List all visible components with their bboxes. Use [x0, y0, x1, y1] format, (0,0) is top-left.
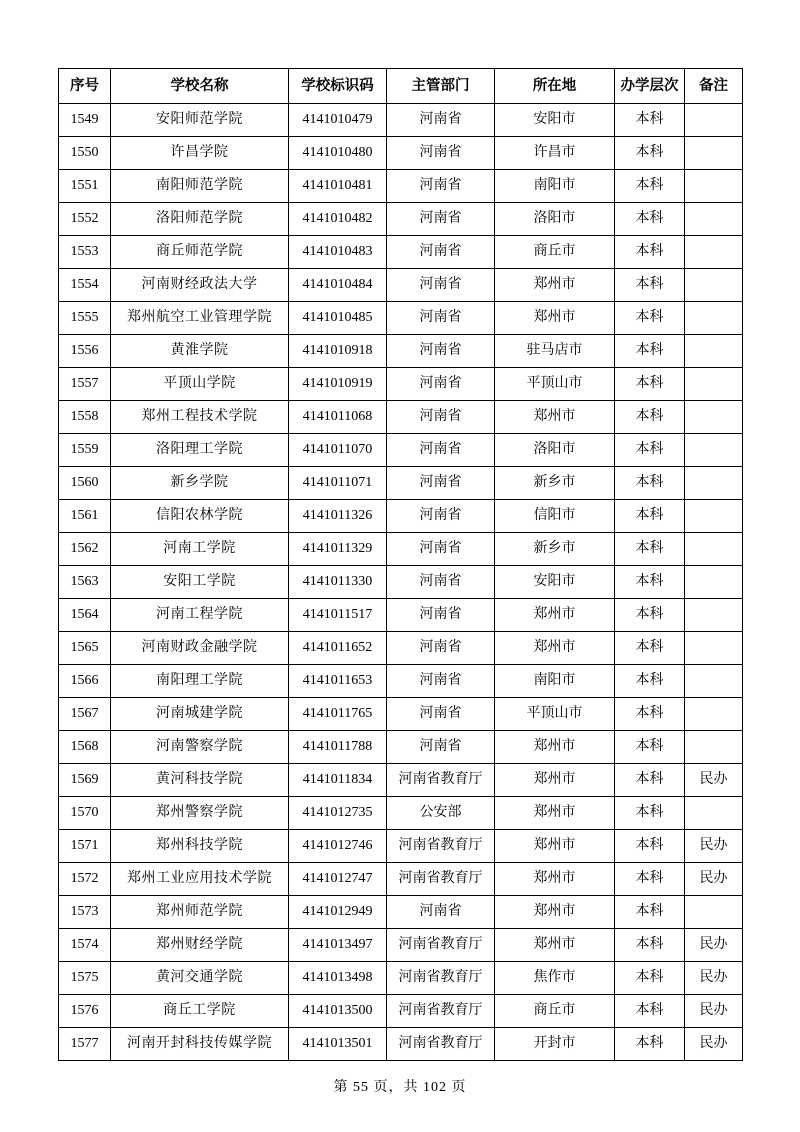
- cell-sequence: 1572: [59, 863, 111, 896]
- cell-school-name: 郑州航空工业管理学院: [111, 302, 289, 335]
- table-row: [59, 929, 743, 962]
- page-footer: [0, 1076, 800, 1096]
- cell-department: 河南省教育厅: [387, 962, 495, 995]
- cell-school-name: 河南城建学院: [111, 698, 289, 731]
- cell-school-name: 黄河交通学院: [111, 962, 289, 995]
- cell-sequence: 1559: [59, 434, 111, 467]
- cell-department: 河南省: [387, 368, 495, 401]
- cell-school-name: 郑州财经学院: [111, 929, 289, 962]
- cell-school-code: 4141011071: [289, 467, 387, 500]
- cell-school-code: 4141011329: [289, 533, 387, 566]
- cell-sequence: 1568: [59, 731, 111, 764]
- cell-sequence: 1554: [59, 269, 111, 302]
- cell-school-code: 4141010480: [289, 137, 387, 170]
- cell-school-code: 4141013497: [289, 929, 387, 962]
- cell-sequence: 1549: [59, 104, 111, 137]
- table-row: [59, 830, 743, 863]
- cell-location: 郑州市: [495, 764, 615, 797]
- cell-department: 河南省: [387, 467, 495, 500]
- cell-school-code: 4141010483: [289, 236, 387, 269]
- cell-sequence: 1560: [59, 467, 111, 500]
- cell-school-name: 河南工程学院: [111, 599, 289, 632]
- cell-school-name: 河南财政金融学院: [111, 632, 289, 665]
- cell-school-name: 南阳师范学院: [111, 170, 289, 203]
- cell-level: 本科: [615, 665, 685, 698]
- table-row: [59, 566, 743, 599]
- cell-level: 本科: [615, 269, 685, 302]
- cell-department: 河南省: [387, 170, 495, 203]
- cell-school-name: 黄河科技学院: [111, 764, 289, 797]
- cell-school-code: 4141011653: [289, 665, 387, 698]
- cell-level: 本科: [615, 599, 685, 632]
- table-row: [59, 335, 743, 368]
- cell-school-name: 河南开封科技传媒学院: [111, 1028, 289, 1061]
- cell-location: 安阳市: [495, 566, 615, 599]
- cell-school-name: 郑州工业应用技术学院: [111, 863, 289, 896]
- cell-location: 郑州市: [495, 632, 615, 665]
- cell-location: 郑州市: [495, 599, 615, 632]
- table-row: [59, 368, 743, 401]
- cell-school-code: 4141012747: [289, 863, 387, 896]
- cell-school-name: 许昌学院: [111, 137, 289, 170]
- cell-remark: 民办: [685, 863, 743, 896]
- cell-remark: 民办: [685, 830, 743, 863]
- cell-location: 郑州市: [495, 896, 615, 929]
- cell-location: 洛阳市: [495, 434, 615, 467]
- cell-location: 郑州市: [495, 302, 615, 335]
- cell-sequence: 1565: [59, 632, 111, 665]
- cell-department: 河南省教育厅: [387, 1028, 495, 1061]
- cell-remark: [685, 797, 743, 830]
- table-row: [59, 698, 743, 731]
- cell-level: 本科: [615, 434, 685, 467]
- cell-school-code: 4141010481: [289, 170, 387, 203]
- table-row: [59, 863, 743, 896]
- cell-level: 本科: [615, 368, 685, 401]
- cell-department: 河南省教育厅: [387, 830, 495, 863]
- cell-level: 本科: [615, 566, 685, 599]
- cell-location: 商丘市: [495, 995, 615, 1028]
- cell-school-name: 河南财经政法大学: [111, 269, 289, 302]
- cell-sequence: 1570: [59, 797, 111, 830]
- cell-sequence: 1575: [59, 962, 111, 995]
- cell-level: 本科: [615, 632, 685, 665]
- cell-school-code: 4141011517: [289, 599, 387, 632]
- cell-department: 河南省: [387, 599, 495, 632]
- cell-school-code: 4141011068: [289, 401, 387, 434]
- table-body: [59, 104, 743, 1061]
- cell-sequence: 1563: [59, 566, 111, 599]
- cell-level: 本科: [615, 137, 685, 170]
- cell-sequence: 1566: [59, 665, 111, 698]
- cell-level: 本科: [615, 104, 685, 137]
- cell-level: 本科: [615, 500, 685, 533]
- cell-remark: [685, 467, 743, 500]
- cell-location: 郑州市: [495, 797, 615, 830]
- cell-school-code: 4141013498: [289, 962, 387, 995]
- cell-school-name: 商丘师范学院: [111, 236, 289, 269]
- cell-level: 本科: [615, 962, 685, 995]
- cell-department: 河南省: [387, 665, 495, 698]
- cell-sequence: 1573: [59, 896, 111, 929]
- cell-sequence: 1553: [59, 236, 111, 269]
- cell-remark: 民办: [685, 1028, 743, 1061]
- cell-department: 河南省: [387, 302, 495, 335]
- cell-school-name: 商丘工学院: [111, 995, 289, 1028]
- cell-level: 本科: [615, 1028, 685, 1061]
- cell-level: 本科: [615, 335, 685, 368]
- cell-department: 河南省: [387, 698, 495, 731]
- cell-remark: [685, 269, 743, 302]
- cell-department: 河南省: [387, 104, 495, 137]
- cell-school-name: 安阳师范学院: [111, 104, 289, 137]
- cell-level: 本科: [615, 731, 685, 764]
- cell-school-name: 黄淮学院: [111, 335, 289, 368]
- cell-location: 开封市: [495, 1028, 615, 1061]
- cell-level: 本科: [615, 896, 685, 929]
- cell-sequence: 1562: [59, 533, 111, 566]
- cell-department: 河南省教育厅: [387, 863, 495, 896]
- cell-school-code: 4141011330: [289, 566, 387, 599]
- cell-sequence: 1552: [59, 203, 111, 236]
- cell-school-name: 洛阳师范学院: [111, 203, 289, 236]
- cell-school-code: 4141010482: [289, 203, 387, 236]
- cell-school-name: 郑州科技学院: [111, 830, 289, 863]
- cell-location: 焦作市: [495, 962, 615, 995]
- cell-sequence: 1558: [59, 401, 111, 434]
- cell-school-code: 4141011765: [289, 698, 387, 731]
- cell-remark: 民办: [685, 995, 743, 1028]
- cell-location: 新乡市: [495, 467, 615, 500]
- table-row: [59, 632, 743, 665]
- table-row: [59, 170, 743, 203]
- cell-location: 平顶山市: [495, 698, 615, 731]
- cell-location: 郑州市: [495, 863, 615, 896]
- table-row: [59, 401, 743, 434]
- cell-department: 河南省: [387, 335, 495, 368]
- table-row: [59, 599, 743, 632]
- cell-remark: [685, 533, 743, 566]
- cell-remark: [685, 170, 743, 203]
- table-row: [59, 203, 743, 236]
- cell-location: 南阳市: [495, 170, 615, 203]
- cell-remark: [685, 302, 743, 335]
- table-row: [59, 731, 743, 764]
- cell-level: 本科: [615, 467, 685, 500]
- cell-level: 本科: [615, 170, 685, 203]
- cell-school-name: 南阳理工学院: [111, 665, 289, 698]
- cell-school-name: 郑州师范学院: [111, 896, 289, 929]
- cell-department: 河南省: [387, 566, 495, 599]
- cell-remark: [685, 401, 743, 434]
- table-row: [59, 137, 743, 170]
- table-row: [59, 764, 743, 797]
- cell-school-code: 4141011326: [289, 500, 387, 533]
- cell-school-code: 4141012735: [289, 797, 387, 830]
- cell-remark: [685, 368, 743, 401]
- cell-school-name: 郑州警察学院: [111, 797, 289, 830]
- cell-school-name: 信阳农林学院: [111, 500, 289, 533]
- cell-school-name: 河南警察学院: [111, 731, 289, 764]
- cell-department: 河南省教育厅: [387, 764, 495, 797]
- cell-level: 本科: [615, 764, 685, 797]
- cell-location: 许昌市: [495, 137, 615, 170]
- cell-location: 新乡市: [495, 533, 615, 566]
- column-header-seq: 序号: [59, 69, 111, 104]
- cell-school-code: 4141010484: [289, 269, 387, 302]
- cell-department: 河南省: [387, 731, 495, 764]
- cell-school-code: 4141011652: [289, 632, 387, 665]
- cell-sequence: 1569: [59, 764, 111, 797]
- table-header: [59, 69, 743, 104]
- cell-department: 河南省: [387, 632, 495, 665]
- cell-school-code: 4141011788: [289, 731, 387, 764]
- cell-level: 本科: [615, 797, 685, 830]
- cell-sequence: 1574: [59, 929, 111, 962]
- cell-sequence: 1577: [59, 1028, 111, 1061]
- cell-school-code: 4141012949: [289, 896, 387, 929]
- cell-remark: [685, 104, 743, 137]
- table-row: [59, 797, 743, 830]
- cell-school-code: 4141010918: [289, 335, 387, 368]
- cell-sequence: 1556: [59, 335, 111, 368]
- cell-location: 郑州市: [495, 830, 615, 863]
- cell-location: 安阳市: [495, 104, 615, 137]
- table-row: [59, 269, 743, 302]
- cell-remark: [685, 632, 743, 665]
- cell-location: 郑州市: [495, 731, 615, 764]
- cell-school-code: 4141010479: [289, 104, 387, 137]
- table-header-row: [59, 69, 743, 104]
- cell-school-name: 郑州工程技术学院: [111, 401, 289, 434]
- cell-school-code: 4141012746: [289, 830, 387, 863]
- cell-school-name: 河南工学院: [111, 533, 289, 566]
- cell-location: 洛阳市: [495, 203, 615, 236]
- cell-location: 驻马店市: [495, 335, 615, 368]
- cell-school-code: 4141010919: [289, 368, 387, 401]
- cell-location: 郑州市: [495, 269, 615, 302]
- cell-level: 本科: [615, 533, 685, 566]
- cell-remark: [685, 203, 743, 236]
- cell-location: 郑州市: [495, 929, 615, 962]
- cell-department: 河南省教育厅: [387, 995, 495, 1028]
- cell-remark: [685, 500, 743, 533]
- cell-department: 河南省: [387, 896, 495, 929]
- table-row: [59, 467, 743, 500]
- table-row: [59, 104, 743, 137]
- cell-department: 河南省教育厅: [387, 929, 495, 962]
- school-list-table: [58, 68, 743, 1061]
- cell-sequence: 1561: [59, 500, 111, 533]
- table-row: [59, 962, 743, 995]
- table-row: [59, 302, 743, 335]
- cell-level: 本科: [615, 401, 685, 434]
- column-header-name: 学校名称: [111, 69, 289, 104]
- cell-remark: [685, 896, 743, 929]
- cell-remark: [685, 698, 743, 731]
- table-row: [59, 434, 743, 467]
- cell-school-code: 4141013500: [289, 995, 387, 1028]
- table-row: [59, 1028, 743, 1061]
- cell-level: 本科: [615, 698, 685, 731]
- cell-level: 本科: [615, 929, 685, 962]
- cell-school-code: 4141010485: [289, 302, 387, 335]
- cell-sequence: 1567: [59, 698, 111, 731]
- cell-sequence: 1557: [59, 368, 111, 401]
- cell-department: 河南省: [387, 269, 495, 302]
- table-row: [59, 665, 743, 698]
- page-number-text: 第 55 页，共 102 页: [333, 1080, 467, 1095]
- cell-remark: [685, 566, 743, 599]
- table-row: [59, 533, 743, 566]
- table-row: [59, 500, 743, 533]
- cell-remark: 民办: [685, 929, 743, 962]
- cell-level: 本科: [615, 995, 685, 1028]
- cell-remark: [685, 236, 743, 269]
- cell-location: 平顶山市: [495, 368, 615, 401]
- cell-school-code: 4141011070: [289, 434, 387, 467]
- cell-remark: 民办: [685, 764, 743, 797]
- cell-sequence: 1576: [59, 995, 111, 1028]
- cell-school-code: 4141011834: [289, 764, 387, 797]
- cell-department: 公安部: [387, 797, 495, 830]
- cell-department: 河南省: [387, 401, 495, 434]
- cell-remark: [685, 599, 743, 632]
- cell-school-name: 新乡学院: [111, 467, 289, 500]
- cell-level: 本科: [615, 830, 685, 863]
- cell-location: 信阳市: [495, 500, 615, 533]
- cell-department: 河南省: [387, 500, 495, 533]
- cell-sequence: 1564: [59, 599, 111, 632]
- cell-school-code: 4141013501: [289, 1028, 387, 1061]
- cell-remark: 民办: [685, 962, 743, 995]
- cell-department: 河南省: [387, 137, 495, 170]
- cell-remark: [685, 335, 743, 368]
- cell-level: 本科: [615, 236, 685, 269]
- cell-level: 本科: [615, 203, 685, 236]
- cell-sequence: 1551: [59, 170, 111, 203]
- cell-location: 商丘市: [495, 236, 615, 269]
- cell-department: 河南省: [387, 434, 495, 467]
- cell-department: 河南省: [387, 203, 495, 236]
- cell-sequence: 1555: [59, 302, 111, 335]
- cell-sequence: 1550: [59, 137, 111, 170]
- cell-sequence: 1571: [59, 830, 111, 863]
- cell-department: 河南省: [387, 236, 495, 269]
- column-header-code: 学校标识码: [289, 69, 387, 104]
- cell-school-name: 洛阳理工学院: [111, 434, 289, 467]
- column-header-dept: 主管部门: [387, 69, 495, 104]
- table-row: [59, 236, 743, 269]
- column-header-remark: 备注: [685, 69, 743, 104]
- table-row: [59, 896, 743, 929]
- cell-location: 郑州市: [495, 401, 615, 434]
- cell-remark: [685, 665, 743, 698]
- cell-level: 本科: [615, 302, 685, 335]
- cell-remark: [685, 137, 743, 170]
- column-header-level: 办学层次: [615, 69, 685, 104]
- cell-location: 南阳市: [495, 665, 615, 698]
- cell-department: 河南省: [387, 533, 495, 566]
- cell-remark: [685, 731, 743, 764]
- table-row: [59, 995, 743, 1028]
- cell-school-name: 安阳工学院: [111, 566, 289, 599]
- cell-school-name: 平顶山学院: [111, 368, 289, 401]
- cell-remark: [685, 434, 743, 467]
- column-header-location: 所在地: [495, 69, 615, 104]
- cell-level: 本科: [615, 863, 685, 896]
